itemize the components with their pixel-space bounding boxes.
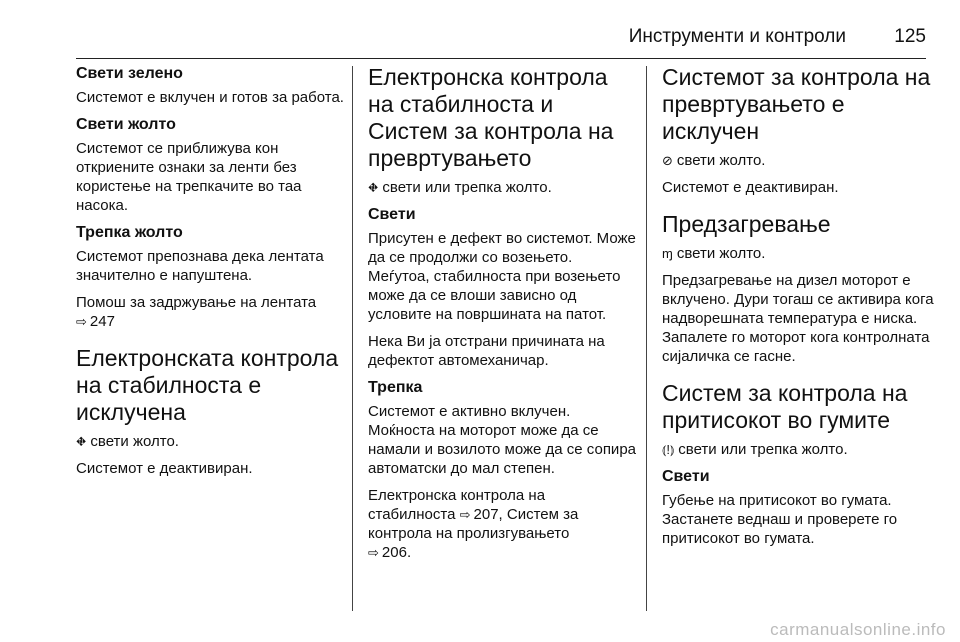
- page-ref-arrow-icon: ⇨: [76, 314, 87, 329]
- heading-tpms-lit: Свети: [662, 468, 710, 485]
- page-ref-arrow-icon: ⇨: [368, 545, 379, 560]
- text-roll-off: Системот е деактивиран.: [662, 179, 839, 196]
- rollover-off-icon: ⊘: [662, 153, 673, 168]
- heading-blinks: Трепка: [368, 379, 423, 396]
- text-yellow: Системот се приближува кон откриените ознаки за ленти без користење на трепкачите во таа насока.: [76, 140, 302, 214]
- preheat-icon-text: свети жолто.: [676, 245, 766, 262]
- heading-blink: Трепка жолто: [76, 224, 183, 241]
- heading-esc-off: Електронската контрола на стабилноста е исклучена: [76, 345, 339, 425]
- heading-roll-off: Системот за контрола на превртувањето е исклучен: [662, 64, 931, 144]
- esc-off-icon-text: свети жолто.: [90, 433, 179, 450]
- tire-pressure-icon: ⦅!⦆: [662, 442, 675, 457]
- glow-plug-icon: ɱ: [662, 246, 673, 261]
- tc-ref-end: .: [406, 544, 412, 561]
- text-roll-off-icon: [662, 151, 934, 170]
- tc-ref[interactable]: 206: [381, 544, 407, 561]
- heading-yellow: Свети жолто: [76, 116, 176, 133]
- text-blinks-2: [368, 486, 636, 562]
- page-number: 125: [894, 26, 926, 47]
- heading-esc: Електронска контрола на стабилноста и Систем за контрола на превртувањето: [368, 64, 614, 171]
- text-lane-help: [76, 293, 346, 331]
- heading-tpms: Систем за контрола на притисокот во гумите: [662, 380, 908, 433]
- tpms-icon-text: свети или трепка жолто.: [678, 441, 848, 458]
- esc-icon: ⛖: [368, 180, 379, 195]
- page-header: [76, 22, 926, 59]
- roll-off-icon-text: свети жолто.: [676, 152, 766, 169]
- text-preheat-icon: [662, 244, 934, 263]
- lane-help-ref[interactable]: 247: [89, 313, 115, 330]
- text-lit-1: Присутен е дефект во системот. Може да се продолжи со возењето. Меѓутоа, стабилноста при возењето може да се влоши зависно од условите на површината на патот.: [368, 230, 636, 323]
- column-3: [662, 64, 934, 556]
- text-green: Системот е вклучен и готов за работа.: [76, 89, 344, 106]
- esc-icon-text: свети или трепка жолто.: [382, 179, 552, 196]
- text-esc-off-icon: [76, 432, 346, 451]
- column-divider-1: [352, 66, 353, 611]
- column-divider-2: [646, 66, 647, 611]
- page-ref-arrow-icon: ⇨: [459, 507, 471, 522]
- heading-lit: Свети: [368, 206, 416, 223]
- text-preheat: Предзагревање на дизел моторот е вклучено. Дури тогаш се активира кога надворешната температура е ниска. Запалете го моторот кога контролната сијаличка се гасне.: [662, 272, 934, 365]
- text-lit-2: Нека Ви ја отстрани причината на дефектот автомеханичар.: [368, 333, 605, 369]
- watermark: carmanualsonline.info: [770, 620, 946, 639]
- tc-ref-label: , Систем за контрола на пролизгувањето: [368, 506, 579, 542]
- column-2: [368, 64, 636, 570]
- text-blink: Системот препознава дека лентата значително е напуштена.: [76, 248, 324, 284]
- lane-help-label: Помош за задржување на лентата: [76, 294, 317, 311]
- esc-ref[interactable]: 207: [473, 506, 499, 523]
- text-tpms-lit: Губење на притисокот во гумата. Застанете веднаш и проверете го притисокот во гумата.: [662, 492, 898, 547]
- heading-green: Свети зелено: [76, 65, 183, 82]
- heading-preheat: Предзагревање: [662, 211, 831, 237]
- section-title: Инструменти и контроли: [628, 26, 846, 47]
- text-blinks-1: Системот е активно вклучен. Моќноста на моторот може да се намали и возилото може да се сопира автоматски до мал степен.: [368, 403, 637, 477]
- esc-off-icon: ⛖: [76, 434, 87, 449]
- column-1: [76, 64, 346, 486]
- text-esc-icon: [368, 178, 636, 197]
- text-tpms-icon: [662, 440, 934, 459]
- esc-ref-label: Електронска контрола на стабилноста: [368, 487, 546, 523]
- text-esc-off: Системот е деактивиран.: [76, 460, 253, 477]
